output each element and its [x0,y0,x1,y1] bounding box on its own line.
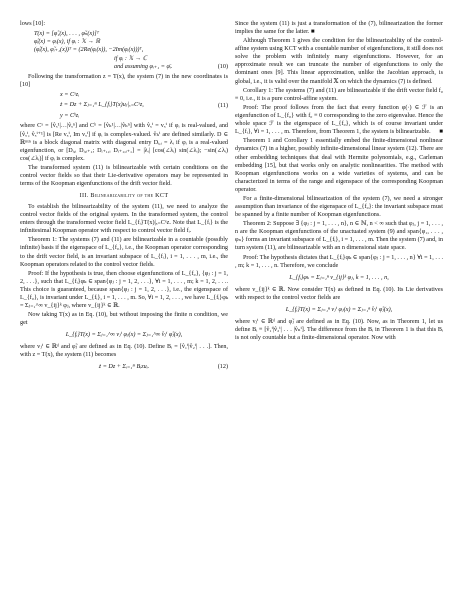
equation-11 [60,91,228,120]
equation-line: (φ̃ᵢ(x), φ̃ᵢ₊₁(x))ᵀ = (2Re(φᵢ(x)), −2Im(φᵢ(x)))ᵀ, [34,47,144,54]
paragraph: Although Theorem 1 gives the condition for the bilinearizability of the control-affine system using KCT with a countable number of eigenfunctions, it still does not solve the problem with infinitely many eigenfunctions. However, for an approximate result we can truncate the number of eigenfunctions to only the dominant ones [9]. This linear approximation, unlike the Jacobian approach, is global, i.e., it is valid over the manifold 𝕏 on which the dynamics (7) is defined. [235,38,443,85]
equation-number: (11) [217,103,228,110]
equation-line: T(x) = [φ̃₁(x), . . . , φ̃ₙ(x)]ᵀ [34,31,99,38]
equation-line: and assuming φᵢ₊₁ = φ̄ᵢ. [114,63,173,70]
equation-line: if φᵢ : 𝕏 → ℂ [114,55,147,62]
paragraph: where vⱼⁱ ∈ ℝᵈ and φ̃ⱼ are defined as in Eq. (10). Now, as in Theorem 1, let us define Bᵢ ≡ [v̂₁ⁱ|v̂₂ⁱ| . . . |v̂ₙⁱ]. The difference from the Bᵢ in Theorem 1 is that this Bᵢ is not only countable but a finite-dimensional operator. Now with [235,318,443,341]
equation-number: (10) [217,63,228,70]
proof: Proof: The hypothesis dictates that L_{fᵢ}φₖ ∈ span{φⱼ : j = 1, . . . , n} ∀i = 1, . . . , m; k = 1, . . . , n. Therefore, we conclude [235,254,443,269]
paragraph: where v_{ij}ᵏ ∈ ℝ. Now consider T(x) as defined in Eq. (10). Its Lie derivatives with respect to the control vector fields are [235,286,443,301]
equation-lie-transform: L_{fᵢ}T(x) = Σⱼ₌₁ⁿ vⱼⁱ φⱼ(x) = Σⱼ₌₁ⁿ v̂ⱼⁱ φ̃ⱼ(x), [285,306,393,313]
equation-lie-derivative: L_{fᵢ}T(x) = Σⱼ₌₁^∞ vⱼⁱ φⱼ(x) = Σⱼ₌₁^∞ v̂ⱼⁱ φ̃ⱼ(x), [65,332,183,339]
theorem: Theorem 1: The systems (7) and (11) are bilinearizable in a countable (possibly infinite) basis if the eigenspace of L_{f₀}, i.e., the Koopman operator corresponding to the drift vector field, is an invariant subspace of L_{fᵢ}, i = 1, . . . , m, i.e., the Koopman operators related to the control vector fields. [20,237,228,268]
equation-body: ż = Dz + Σᵢ₌₁ᵐ Bᵢzuᵢ. [98,364,150,371]
paragraph: To establish the bilinearizability of the system (11), we need to analyze the control vector fields of the original system. In the transformed system, the control enters through the transformed vector field L_{fᵢ}T(x)|ₓ₌Cˣz. Note that L_{fᵢ} is the infinitesimal Koopman operator with respect to control vector field fᵢ. [20,204,228,235]
theorem: Theorem 2: Suppose ∃ {φⱼ : j = 1, . . . , n}, n ∈ ℕ, n < ∞ such that φⱼ, j = 1, . . . , n are the Koopman eigenfunctions of the unactuated system (9) and span{φ₁, . . . , φₙ} forms an invariant subspace of L_{fᵢ}, i = 1, . . . , m. Then the system (7) and, in turn system (11), are bilinearizable with an n dimensional state space. [235,221,444,252]
equation-lie-eigen: L_{fᵢ}φₖ = Σⱼ₌₁ⁿ v_{ij}ᵏ φⱼ, k = 1, . . . , n, [289,274,389,281]
equation-12 [20,363,228,371]
equation-line: x = Cˣzᵢ [60,92,80,99]
equation-number: (12) [217,364,228,371]
paragraph: where vⱼⁱ ∈ ℝᵈ and φ̃ⱼ are defined as in Eq. (10). Define Bᵢ = [v̂₁ⁱ|v̂₂ⁱ| . . .]. Then, with z = T(x), the system (11) becomes [20,344,228,359]
section-heading: III. Bilinearizability of the KCT [79,193,169,200]
corollary: Corollary 1: The systems (7) and (11) are bilinearizable if the drift vector field f₀ ≡ 0, i.e., it is a pure control-affine system. [235,87,443,102]
equation-10 [34,30,228,71]
proof: Proof: If the hypothesis is true, then choose eigenfunctions of L_{f₀}, {φⱼ : j = 1, 2, . . .}, such that L_{fᵢ}φₖ ∈ span{φⱼ : j = 1, 2, . . .}, ∀i = 1, . . . , m; k = 1, 2, . . .. This choice is guaranteed, because span{φⱼ : j = 1, 2, . . .}, i.e., the eigenspace of L_{f₀}, is invariant under L_{fᵢ}, i = 1, . . . , m. So, ∀i = 1, 2, . . . , we have L_{fᵢ}φₖ = Σⱼ₌₁^∞ v_{ij}ᵏ φⱼ, where v_{ij}ᵏ ∈ ℝ. [20,270,228,309]
equation-line: y = Cʰzᵢ [60,113,80,120]
paragraph: lows [10]: [20,21,46,27]
paragraph: For a finite-dimensional bilinearization of the system (7), we need a stronger assumption than invariance of the eigenspace of L_{f₀}: the invariant subspace must be spanned by a finite number of Koopman eigenfunctions. [235,195,443,219]
paragraph: Now taking T(x) as in Eq. (10), but without imposing the finite n condition, we get [20,312,228,327]
qed-mark: ■ [439,129,443,136]
paragraph: Following the transformation z = T(x), the system (7) in the new coordinates is [10] [20,73,228,89]
right-column [235,20,443,343]
paragraph: The transformed system (11) is bilinearizable with certain conditions on the control vector fields so that their Lie-derivative operators may be represented in terms of the Koopman eigenfunctions of the drift vector field. [20,164,228,187]
paragraph: Theorem 1 and Corollary 1 essentially embed the finite-dimensional nonlinear dynamics (7) in a higher, possibly infinite-dimensional linear system (12). There are other embedding techniques that deal with Hermite polynomials, e.g., Carleman embedding [15], but that works only on analytic nonlinearities. The method with Koopman eigenfunctions works on a wide varieties of systems, and can be characterized in terms of the range and eigenspace of the corresponding Koopman operator. [235,138,443,193]
paragraph: where Cˣ = [v̂ₓ¹|…|v̂ₓⁿ] and Cʰ = [v̂ₕ¹|…|v̂ₕⁿ] with v̂ₓⁱ = vₓⁱ if φᵢ is real-valued, and [v̂ₓⁱ, v̂ₓⁱ⁺¹] is [Re vₓⁱ, Im vₓⁱ] if φᵢ is complex-valued. v̂ₕⁱ are defined similarly. D ∈ ℝⁿˣⁿ is a block diagonal matrix with diagonal entry Dᵢ,ᵢ = λᵢ if φᵢ is a real-valued eigenfunction, or [Dᵢ,ᵢ Dᵢ,ᵢ₊₁; Dᵢ₊₁,ᵢ Dᵢ₊₁,ᵢ₊₁] = |λᵢ| [cos(∠λᵢ) sin(∠λᵢ); −sin(∠λᵢ) cos(∠λᵢ)] if φᵢ is complex. [20,123,228,162]
equation-line: φ̃ᵢ(x) = φᵢ(x), if φᵢ : 𝕏 → ℝ [34,39,101,46]
proof-text: Proof: The proof follows from the fact that every function φ(·) ∈ ℱ is an eigenfunction of L_{f₀} with f₀ ≡ 0 corresponding to the zero eigenvalue. Hence the whole space ℱ is the eigenspace of L_{f₀}, which is of course invariant under L_{fᵢ}, ∀i = 1, . . . , m. Therefore, from Theorem 1, the system is bilinearizable. [235,105,443,136]
proof [235,104,443,136]
left-column [20,20,228,376]
equation-line: ż = Dz + Σⱼ₌₁ᵐ L_{fᵢ}T(x)uⱼ|ₓ₌Cˣz, [60,102,144,109]
paragraph: Since the system (11) is just a transformation of the (7), bilinearization the former implies the same for the latter. ■ [235,21,443,36]
